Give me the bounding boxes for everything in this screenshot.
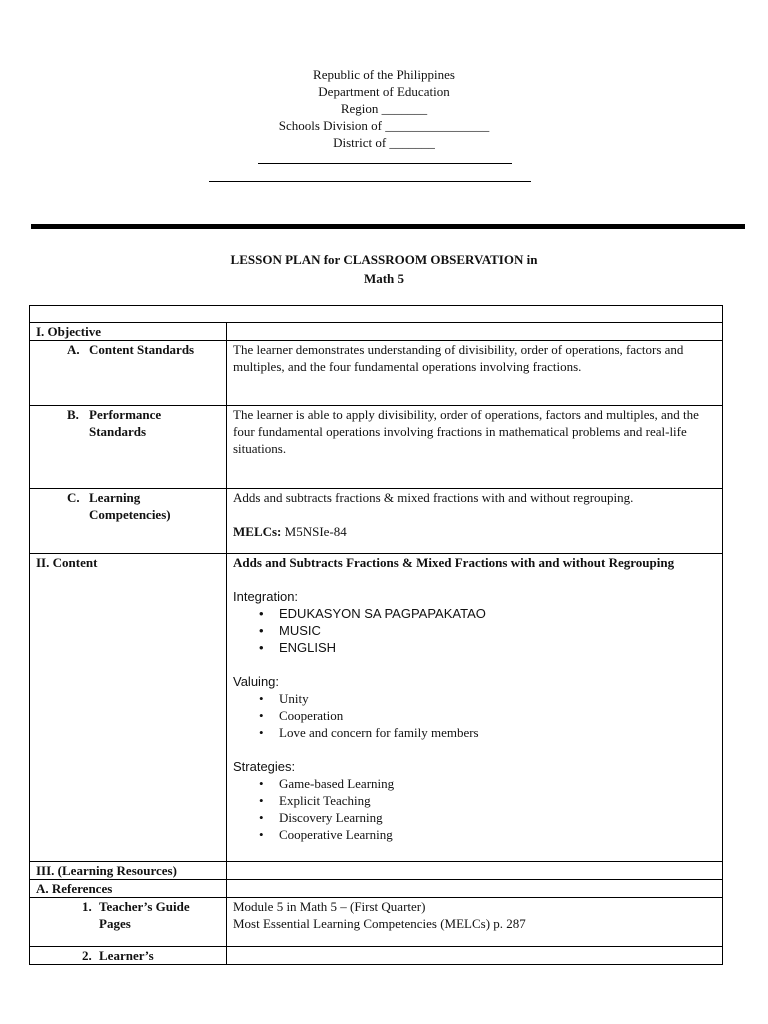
- table-row-blank: [30, 306, 723, 323]
- title-line-2: Math 5: [363, 271, 405, 286]
- learners-value: [227, 947, 723, 965]
- teachers-guide-cell: [227, 898, 723, 947]
- signature-line-1: [258, 163, 512, 164]
- learners-label-cell: [30, 947, 227, 965]
- performance-standards-label-cell: [30, 406, 227, 489]
- valuing-label: Valuing:: [233, 674, 280, 689]
- header-department: Department of Education: [318, 84, 450, 99]
- melcs-label: MELCs:: [233, 524, 282, 539]
- table-row-references: [30, 880, 723, 898]
- performance-standards-letter: B.: [67, 407, 79, 422]
- learning-competencies-label: Learning Competencies): [89, 490, 171, 522]
- table-row-content-standards: [30, 341, 723, 406]
- blank-cell: [30, 306, 723, 323]
- strategies-list: [233, 775, 716, 843]
- melcs-code: M5NSIe-84: [284, 524, 347, 539]
- header-schools-division: Schools Division of ________________: [278, 118, 490, 133]
- learning-resources-value: [227, 862, 723, 880]
- content-standards-label-cell: [30, 341, 227, 406]
- teachers-guide-module: Module 5 in Math 5 – (First Quarter): [233, 899, 426, 914]
- performance-standards-cell: [227, 406, 723, 489]
- performance-standards-text-end: situations.: [233, 441, 287, 456]
- content-standards-letter: A.: [67, 342, 80, 357]
- content-heading: Adds and Subtracts Fractions & Mixed Fractions with and without Regrouping: [233, 555, 675, 570]
- teachers-guide-label: Teacher’s Guide Pages: [99, 899, 190, 931]
- list-item: • Unity: [279, 690, 716, 707]
- learning-competencies-letter: C.: [67, 490, 80, 505]
- learning-resources-label: III. (Learning Resources): [30, 862, 227, 880]
- objective-label: I. Objective: [30, 323, 227, 341]
- list-item: • Love and concern for family members: [279, 724, 716, 741]
- list-item: • MUSIC: [279, 622, 716, 639]
- integration-list: [233, 605, 716, 656]
- list-item: • Cooperative Learning: [279, 826, 716, 843]
- content-standards-label: Content Standards: [89, 342, 195, 357]
- teachers-guide-melcs: Most Essential Learning Competencies (MELCs) p. 287: [233, 916, 526, 931]
- lesson-plan-table: [29, 305, 723, 965]
- table-row-performance-standards: [30, 406, 723, 489]
- melcs-line: [233, 523, 716, 540]
- strategies-label: Strategies:: [233, 759, 296, 774]
- performance-standards-label: Performance Standards: [89, 407, 162, 439]
- document-header: [0, 66, 768, 151]
- table-row-learners: [30, 947, 723, 965]
- header-region: Region _______: [340, 101, 428, 116]
- list-item: • Discovery Learning: [279, 809, 716, 826]
- teachers-guide-number: 1.: [82, 899, 92, 914]
- learning-competencies-cell: [227, 489, 723, 554]
- learners-number: 2.: [82, 948, 92, 963]
- table-row-objective: [30, 323, 723, 341]
- learning-competencies-label-cell: [30, 489, 227, 554]
- learning-competencies-text: Adds and subtracts fractions & mixed fractions with and without regrouping.: [233, 490, 634, 505]
- list-item: • Explicit Teaching: [279, 792, 716, 809]
- table-row-content: [30, 554, 723, 862]
- list-item: • Game-based Learning: [279, 775, 716, 792]
- table-row-learning-resources: [30, 862, 723, 880]
- teachers-guide-label-cell: [30, 898, 227, 947]
- table-row-teachers-guide: [30, 898, 723, 947]
- content-cell: [227, 554, 723, 862]
- references-value: [227, 880, 723, 898]
- integration-label: Integration:: [233, 589, 299, 604]
- valuing-list: [233, 690, 716, 741]
- content-label: II. Content: [30, 554, 227, 862]
- signature-line-2: [209, 181, 531, 182]
- title-line-1: LESSON PLAN for CLASSROOM OBSERVATION in: [230, 252, 538, 267]
- learners-label: Learner’s: [99, 948, 154, 963]
- objective-value: [227, 323, 723, 341]
- table-row-learning-competencies: [30, 489, 723, 554]
- content-standards-text: The learner demonstrates understanding of divisibility, order of operations, factors and multiples, and the four fundamental operations involving fractions.: [227, 341, 723, 406]
- references-label-cell: [30, 880, 227, 898]
- list-item: • Cooperation: [279, 707, 716, 724]
- header-republic: Republic of the Philippines: [313, 67, 455, 82]
- header-divider: [31, 224, 745, 229]
- references-label: A. References: [36, 881, 113, 896]
- performance-standards-text: The learner is able to apply divisibility, order of operations, factors and multiples, and the four fundamental operations involving fractions in mathematical problems and real-life: [233, 407, 699, 439]
- list-item: • EDUKASYON SA PAGPAPAKATAO: [279, 605, 716, 622]
- list-item: • ENGLISH: [279, 639, 716, 656]
- header-district: District of _______: [333, 135, 435, 150]
- lesson-plan-title: [0, 250, 768, 288]
